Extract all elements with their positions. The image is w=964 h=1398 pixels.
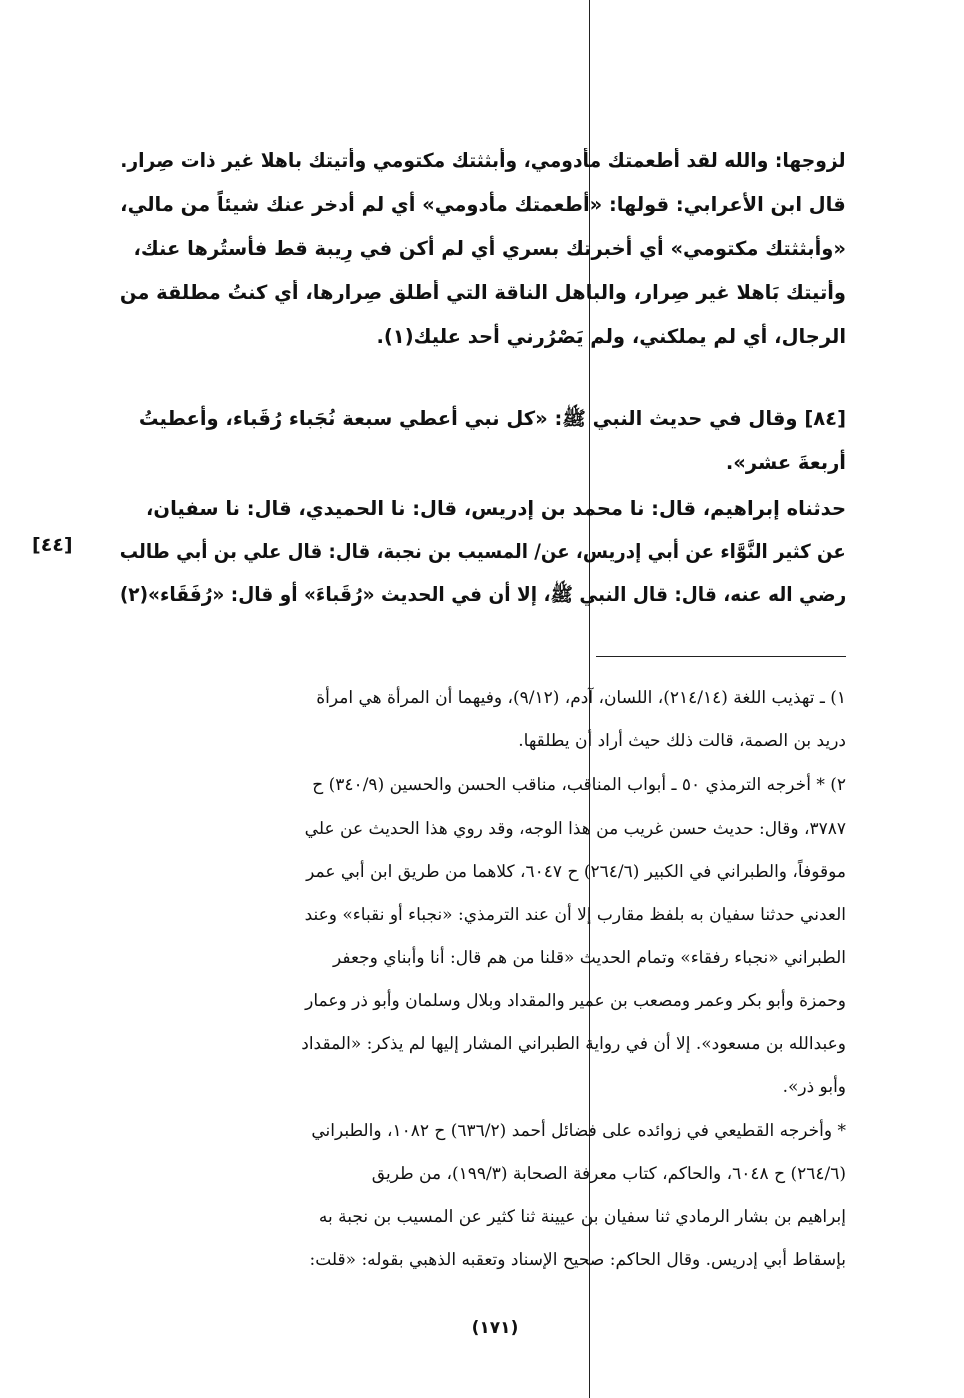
footnote-line: ٣٧٨٧، وقال: حديث حسن غريب من هذا الوجه، وقد روي هذا الحديث عن علي <box>304 819 846 839</box>
main-text-line: لزوجها: والله لقد أطعمتك مأدومي، وأبثثتك مكتومي وأتيتك باهلا غير ذات صِرار. <box>120 149 846 172</box>
page-number: (١٧١) <box>471 1318 519 1338</box>
footnote-line: الطبراني «نجباء رفقاء» وتمام الحديث «قلنا من هم قال: أنا وأبناي وجعفر <box>332 948 846 968</box>
footnote-line: وعبدالله بن مسعود». إلا أن في رواية الطبراني المشار إليها لم يذكر: «المقداد <box>301 1034 846 1054</box>
footnote-line: إبراهيم بن بشار الرمادي ثنا سفيان بن عيينة ثنا كثير عن المسيب بن نجبة به <box>318 1207 846 1227</box>
hadith-heading-line: أربعةَ عشر». <box>725 451 846 474</box>
footnote-line: العدني حدثنا سفيان به بلفظ مقارب إلا أن عند الترمذي: «نجباء أو نقباء» وعند <box>304 905 846 925</box>
footnote-line: وحمزة وأبو بكر وعمر ومصعب بن عمير والمقداد وبلال وسلمان وأبو ذر وعمار <box>305 991 846 1011</box>
main-text-line: وأتيتك بَاهلا غير صِرار، والباهل الناقة التي أطلق صِرارها، أي كنتُ مطلقة من <box>119 281 846 304</box>
footnote-line: دريد بن الصمة، قالت ذلك حيث أراد أن يطلقها. <box>518 731 846 751</box>
isnad-line: حدثناه إبراهيم، قال: نا محمد بن إدريس، قال: نا الحميدي، قال: نا سفيان، <box>146 497 846 520</box>
footnote-line: ١) ـ تهذيب اللغة (٢١٤/١٤)، اللسان، آدم، (٩/١٢)، وفيهما أن المرأة هي امرأة <box>316 688 846 708</box>
footnote-line: * وأخرجه القطيعي في زوائده على فضائل أحمد (٦٣٦/٢) ح ١٠٨٢، والطبراني <box>311 1121 846 1141</box>
isnad-line: عن كثير النَّوَّاء عن أبي إدريس، عن/ المسيب بن نجبة، قال: قال علي بن أبي طالب <box>120 540 846 563</box>
footnote-line: موقوفاً، والطبراني في الكبير (٢٦٤/٦) ح ٦٠٤٧، كلاهما من طريق ابن أبي عمر <box>306 862 846 882</box>
footnote-line: (٢٦٤/٦) ح ٦٠٤٨، والحاكم، كتاب معرفة الصحابة (١٩٩/٣)، من طريق <box>371 1164 846 1184</box>
hadith-heading-line: [٨٤] وقال في حديث النبي ﷺ: «كل نبي أعطي سبعة نُجَباء رُقَباء، وأعطيتُ <box>138 407 846 430</box>
footnote-line: بإسقاط أبي إدريس. وقال الحاكم: صحيح الإسناد وتعقبه الذهبي بقوله: «قلت: <box>309 1250 846 1270</box>
footnote-separator <box>596 656 846 657</box>
main-text-line: «وأبثثتك مكتومي» أي أخبرتك بسري أي لم أكن في رِيبة قط فأستُرها عنك، <box>133 237 846 260</box>
margin-marker: [٤٤] <box>32 534 73 556</box>
main-text-line: قال ابن الأعرابي: قولها: «أطعمتك مأدومي» أي لم أدخر عنك شيئاً من مالي، <box>120 193 846 216</box>
footnote-line: وأبو ذر». <box>782 1077 846 1097</box>
main-text-line: الرجال، أي لم يملكني، ولم يَصْرُرني أحد عليك(١). <box>376 325 846 348</box>
isnad-line: رضي اله عنه، قال: قال النبي ﷺ، إلا أن في الحديث «رُقَباءَ» أو قال: «رُفَقَاء»(٢) <box>119 583 846 606</box>
footnote-line: ٢) * أخرجه الترمذي ٥٠ ـ أبواب المناقب، مناقب الحسن والحسين (٣٤٠/٩) ح <box>312 775 846 795</box>
